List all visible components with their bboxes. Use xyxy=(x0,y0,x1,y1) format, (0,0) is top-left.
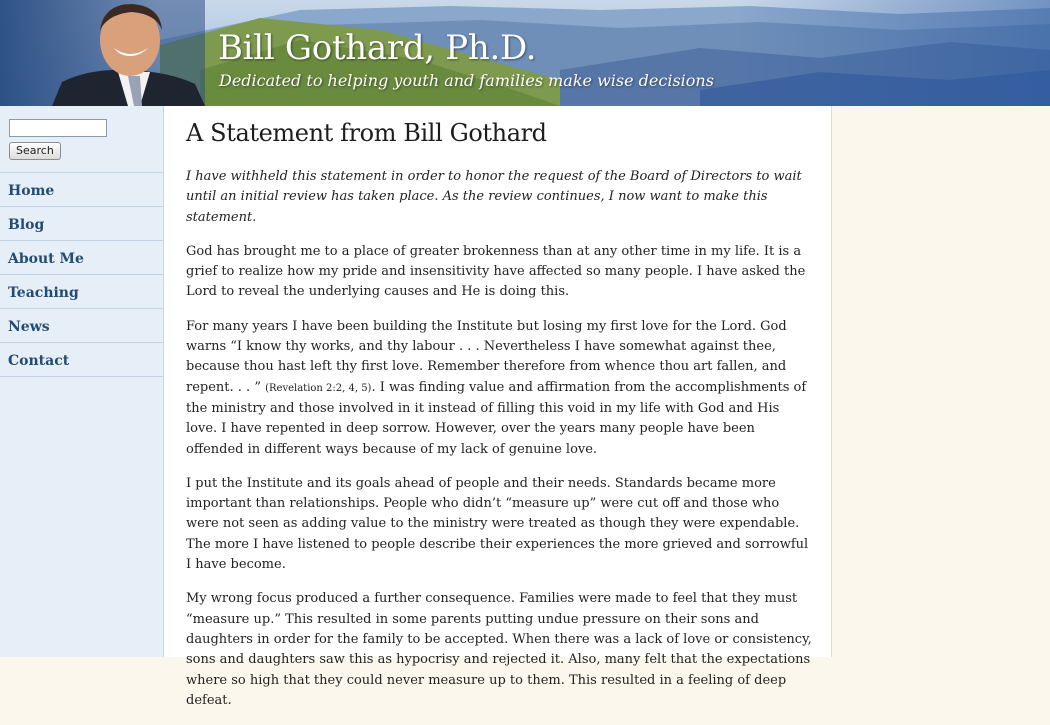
nav-label[interactable]: News xyxy=(8,319,50,335)
paragraph: My wrong focus produced a further consequence. Families were made to feel that they must “measure up.” This resulted in some parents putting undue pressure on their sons and daughters in order for the family to be accepted. When there was a lack of love or consistency, sons and daughters saw this as hypocrisy and rejected it. Also, many felt that the expectations where so high that they could never measure up to them. This resulted in a feeling of deep defeat. xyxy=(186,591,812,708)
paragraph xyxy=(186,317,814,460)
nav-label[interactable]: About Me xyxy=(8,251,84,267)
sidebar xyxy=(0,106,164,657)
nav-label[interactable]: Blog xyxy=(8,217,45,233)
nav-item-blog[interactable] xyxy=(0,206,163,240)
search-input[interactable] xyxy=(9,119,107,137)
nav-item-news[interactable] xyxy=(0,308,163,342)
nav-item-contact[interactable] xyxy=(0,342,163,377)
site-header xyxy=(0,0,1050,106)
main-content xyxy=(164,106,832,708)
nav-item-teaching[interactable] xyxy=(0,274,163,308)
nav-label[interactable]: Contact xyxy=(8,353,70,369)
intro-paragraph: I have withheld this statement in order to honor the request of the Board of Directors to wait until an initial review has taken place. As the review continues, I now want to make this statement. xyxy=(186,169,802,225)
search-button[interactable]: Search xyxy=(9,142,61,160)
site-tagline: Dedicated to helping youth and families make wise decisions xyxy=(219,71,714,90)
paragraph-text: . I was finding value and affirmation from the accomplishments of the ministry and those involved in it instead of filling this void in my life with God and His love. I have repented in deep sorrow. However, over the years many people have been offended in different ways because of my lack of genuine love. xyxy=(186,379,807,457)
page-title: A Statement from Bill Gothard xyxy=(186,119,547,147)
sidebar-nav xyxy=(0,172,163,377)
nav-label[interactable]: Home xyxy=(8,183,55,199)
nav-item-home[interactable] xyxy=(0,172,163,206)
nav-item-about-me[interactable] xyxy=(0,240,163,274)
scripture-citation: (Revelation 2:2, 4, 5) xyxy=(265,382,372,394)
paragraph: I put the Institute and its goals ahead of people and their needs. Standards became more important than relationships. People who didn’t “measure up” were cut off and those who were not seen as adding value to the ministry were treated as though they were expendable. The more I have listened to people describe their experiences the more grieved and sorrowful I have become. xyxy=(186,475,809,573)
article-body xyxy=(186,167,814,725)
paragraph: God has brought me to a place of greater brokenness than at any other time in my life. It is a grief to realize how my pride and insensitivity have affected so many people. I have asked the Lord to reveal the underlying causes and He is doing this. xyxy=(186,243,806,300)
paragraph-text: For many years I have been building the Institute but losing my first love for the Lord. God warns “I know thy works, and thy labour . . . Nevertheless I have somewhat against thee, because thou hast left thy first love. Remember therefore from whence thou art fallen, and repent. . . ” xyxy=(186,318,787,395)
site-title[interactable]: Bill Gothard, Ph.D. xyxy=(218,28,537,68)
nav-label[interactable]: Teaching xyxy=(8,285,79,301)
